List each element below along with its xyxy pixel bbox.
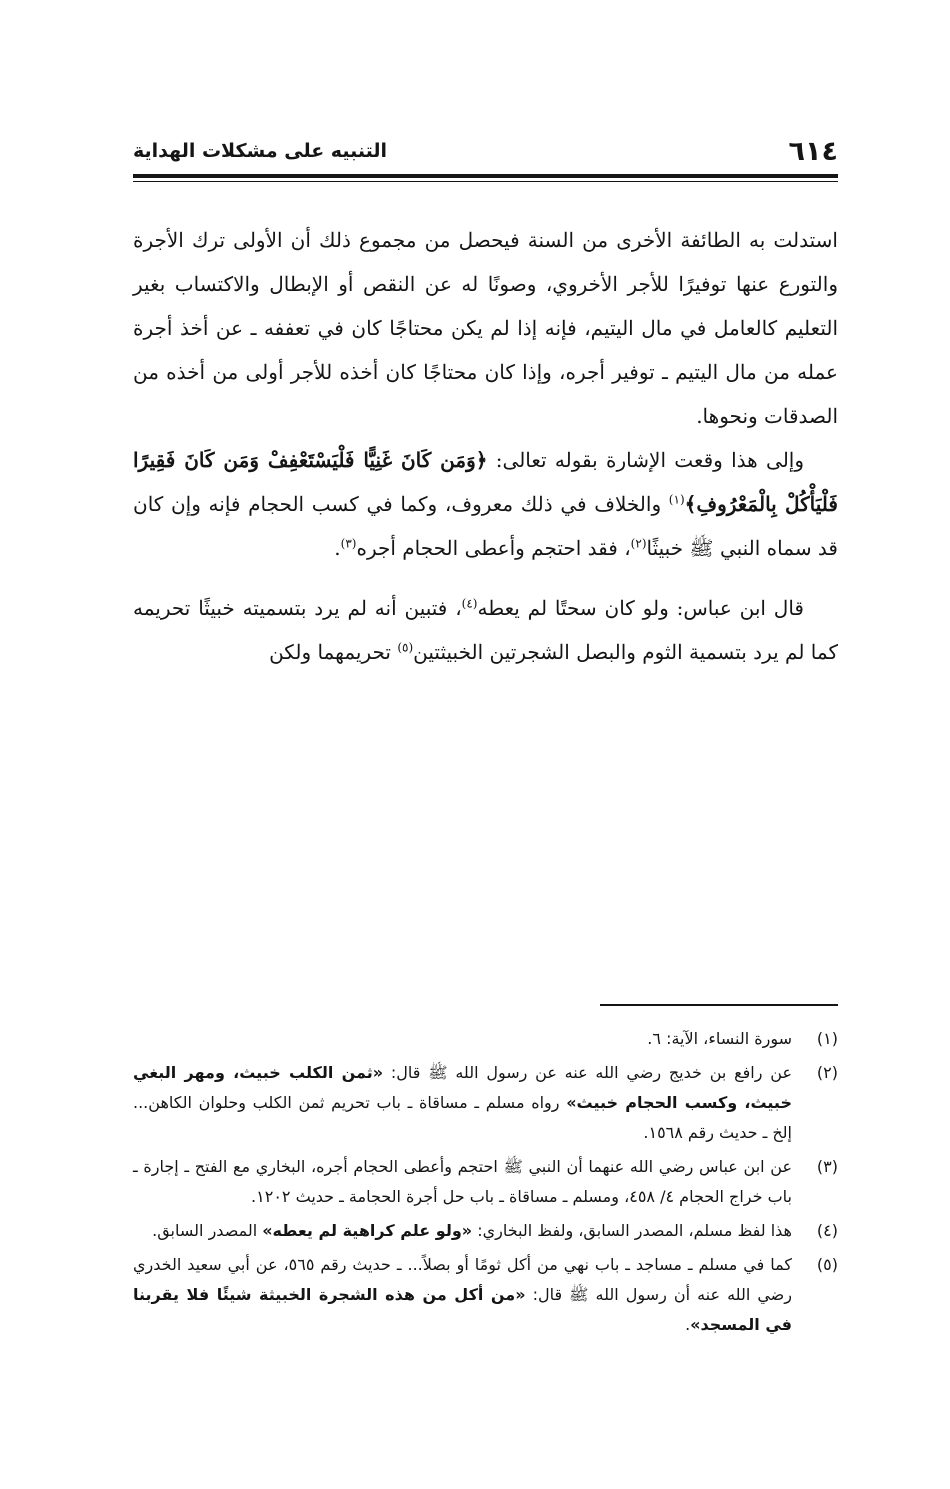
- footnote-2: [133, 1058, 838, 1148]
- footnote-source: .: [685, 1315, 691, 1334]
- page-header: [133, 136, 838, 170]
- footnote-ref-4: (٤): [461, 596, 478, 611]
- footnotes-list: [133, 1024, 838, 1344]
- footnote-number: (٥): [816, 1255, 838, 1274]
- footnote-text: كما في مسلم ـ مساجد ـ باب نهي من أكل ثومًا أو بصلاً... ـ حديث رقم ٥٦٥، عن أبي سعيد الخدري رضي الله عنه أن رسول الله ﷺ قال:: [133, 1255, 793, 1304]
- paragraph-2-intro: وإلى هذا وقعت الإشارة بقوله تعالى:: [495, 448, 805, 472]
- footnote-source: المصدر السابق.: [152, 1221, 263, 1240]
- footnote-4: [133, 1216, 838, 1246]
- header-rule-thick: [133, 174, 838, 178]
- footnote-text: سورة النساء، الآية: ٦.: [647, 1029, 792, 1048]
- footnote-ref-3: (٣): [340, 536, 357, 551]
- paragraph-3: [133, 586, 838, 674]
- footnote-1: [133, 1024, 838, 1054]
- paragraph-3-end: تحريمهما ولكن: [269, 640, 398, 664]
- footnote-number: (٤): [816, 1221, 838, 1240]
- footnote-hadith: «ثمن الكلب خبيث، ومهر البغي خبيث، وكسب الحجام خبيث»: [133, 1063, 792, 1112]
- main-text: [133, 218, 838, 674]
- paragraph-gap: [133, 570, 838, 586]
- paragraph-3-middle: ، فتبين أنه لم يرد بتسميته خبيثًا تحريمه كما لم يرد بتسمية الثوم والبصل الشجرتين الخبيثتين: [133, 596, 838, 664]
- footnote-hadith: «من أكل من هذه الشجرة الخبيثة شيئًا فلا يقربنا في المسجد»: [133, 1285, 792, 1334]
- header-rule-thin: [133, 181, 838, 182]
- page-number: ٦١٤: [788, 136, 838, 167]
- footnote-3: [133, 1152, 838, 1212]
- footnote-ref-1: (١): [668, 492, 685, 507]
- footnote-number: (٢): [816, 1063, 838, 1082]
- running-title: التنبيه على مشكلات الهداية: [133, 140, 387, 162]
- paragraph-2-end: .: [334, 536, 341, 560]
- paragraph-2: [133, 438, 838, 570]
- footnote-number: (١): [816, 1029, 838, 1048]
- paragraph-2-middle: والخلاف في ذلك معروف، وكما في كسب الحجام فإنه وإن كان قد سماه النبي ﷺ خبيثًا: [133, 492, 838, 560]
- quran-verse: ﴿وَمَن كَانَ غَنِيًّا فَلْيَسْتَعْفِفْ وَمَن كَانَ فَقِيرًا فَلْيَأْكُلْ بِالْمَعْرُوفِ﴾: [133, 448, 838, 516]
- footnote-hadith: «ولو علم كراهية لم يعطه»: [262, 1221, 473, 1240]
- footnote-ref-5: (٥): [397, 640, 414, 655]
- footnote-5: [133, 1250, 838, 1340]
- paragraph-2-cont: ، فقد احتجم وأعطى الحجام أجره: [356, 536, 631, 560]
- footnote-number: (٣): [816, 1157, 838, 1176]
- paragraph-1: استدلت به الطائفة الأخرى من السنة فيحصل من مجموع ذلك أن الأولى ترك الأجرة والتورع عنها توفيرًا للأجر الأخروي، وصونًا له عن النقص أو الإبطال والاكتساب بغير التعليم كالعامل في مال اليتيم، فإنه إذا لم يكن محتاجًا كان في تعففه ـ عن أخذ أجرة عمله من مال اليتيم ـ توفير أجره، وإذا كان محتاجًا كان أخذه للأجر أولى من أخذه من الصدقات ونحوها.: [133, 228, 838, 428]
- footnote-ref-2: (٢): [630, 536, 647, 551]
- footnote-separator: [600, 1004, 838, 1006]
- footnote-text: عن ابن عباس رضي الله عنهما أن النبي ﷺ احتجم وأعطى الحجام أجره، البخاري مع الفتح ـ إجارة ـ باب خراج الحجام ٤/ ٤٥٨، ومسلم ـ مساقاة ـ باب حل أجرة الحجامة ـ حديث ١٢٠٢.: [133, 1157, 792, 1206]
- footnote-text: هذا لفظ مسلم، المصدر السابق، ولفظ البخاري:: [472, 1221, 792, 1240]
- footnote-text: عن رافع بن خديج رضي الله عنه عن رسول الله ﷺ قال:: [383, 1063, 793, 1082]
- paragraph-3-intro: قال ابن عباس: ولو كان سحتًا لم يعطه: [477, 596, 804, 620]
- footnote-source: رواه مسلم ـ مساقاة ـ باب تحريم ثمن الكلب وحلوان الكاهن... إلخ ـ حديث رقم ١٥٦٨.: [133, 1093, 792, 1142]
